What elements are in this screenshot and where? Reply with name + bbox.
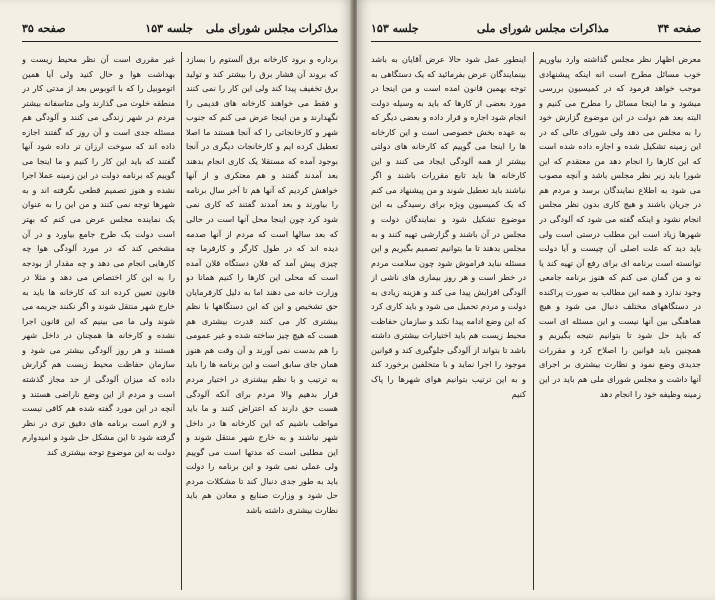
page-number: صفحه ۳۴ bbox=[657, 22, 701, 35]
session-label: جلسه ۱۵۳ bbox=[145, 22, 193, 35]
page-number: صفحه ۳۵ bbox=[22, 22, 66, 35]
page-header bbox=[22, 22, 338, 40]
session-label: جلسه ۱۵۳ bbox=[371, 22, 419, 35]
text-column-right: معرض اظهار نظر مجلس گذاشته وارد بیاوریم خوب مسائل مطرح است انه اینکه پیشنهادی موجب خواهد فرمود که در کمیسیون بررسی میشود و ما اینجا مسائل را مطرح می کنیم و البته بعد هم دولت در این موضوع گزارش خود را به مجلس می دهد ولی شورای عالی که در این زمینه تشکیل شده و اجازه داده شده است که این کارها را انجام دهد من معتقدم که این شورا باید زیر نظر مجلس باشد و آنچه مصوب می شود به اطلاع نمایندگان برسد و مردم هم در جریان باشند و هیچ کاری بدون نظر مجلس انجام نشود و اینکه گفته می شود که آلودگی در شهرها زیاد است این مطلب درستی است ولی باید دید که علت اصلی آن چیست و آیا دولت توانسته است برنامه ای برای رفع آن تهیه کند یا نه و من گمان می کنم که هنوز برنامه جامعی وجود ندارد و همه این مطالب به صورت پراکنده در دستگاههای مختلف دنبال می شود و هیچ هماهنگی بین آنها نیست و این مسئله ای است که باید حل شود تا بتوانیم نتیجه بگیریم و همچنین باید قوانین را اصلاح کرد و مقررات جدیدی وضع نمود و نظارت بیشتری بر اجرای آنها داشت و مجلس شورای ملی هم باید در این زمینه وظیفه خود را انجام دهد bbox=[539, 54, 701, 399]
column-divider bbox=[533, 52, 534, 590]
page-title: مذاکرات مجلس شورای ملی bbox=[476, 22, 609, 35]
column-divider bbox=[181, 52, 182, 590]
page-title: مذاکرات مجلس شورای ملی bbox=[205, 22, 338, 35]
left-page bbox=[0, 0, 352, 600]
text-column-right: برداره و برود کارخانه برق آلستوم را بسازد که بروند آن فشار برق را بیشتر کند و تولید برق تخفیف پیدا کند ولی این کار را نمی کنند و فقط می خواهند کارخانه های قدیمی را نگهدارند و من اینجا عرض می کنم که جنوب شهر و کارخانجاتی را که آنجا هستند ما اصلا تعطیل کرده ایم و کارخانجات دیگری در آنجا بوجود آمده که مستقلا یک کاری انجام بدهند بعد آمدند گفتند و هم معتکری و از آنها خواهش کردیم که آنها هم تا آخر سال برنامه را بیاورند و بعد آمدند گفتند که کاری نمی شود کرد چون اینجا محل آنها است در حالی که بعد سالها است که مردم از آنها صدمه دیده اند که در طول کارگر و کارفرما چه چیزی پیش آمد که فلان دستگاه قلان آمده است که محلی این کارها را کنیم همانا دو وزارت خانه می دهند اما به دلیل کارفرمایان حق تشخیص و این که این دستگاهها با نظم بیشتری کار می کنند قدرت بیشتری هم هست که هیچ چیز ساخته شده و غیر عمومی را هم بدست نمی آورند و آن وقت هم هنوز همان جای سابق است و این برنامه ها را باید به ترتیب و با نظم بیشتری در اختیار مردم قرار بدهیم والا مردم برای آنکه آلودگی هست حق دارند که اعتراض کنند و ما باید مواظب باشیم که این کارخانه ها در داخل شهر نباشند و به خارج شهر منتقل شوند و این مطلبی است که مدتها است می گوییم ولی عملی نمی شود و این برنامه را دولت باید به طور جدی دنبال کند تا مشکلات مردم حل شود و وزارت صنایع و معادن هم باید نظارت بیشتری داشته باشد bbox=[186, 54, 338, 515]
header-rule bbox=[371, 41, 701, 42]
page-header bbox=[371, 22, 701, 40]
text-column-left: اینطور عمل شود حالا عرض آقایان به باشد بینمایندگان عرض بفرمائید که یک دستگاهی به توجه بهمین قانون امده است و من اینجا در مورد بعضی از کارها که باید به وسیله دولت انجام شود اجاره و قرار داده و بعضی دیگر که به عهده بخش خصوصی است و این کارخانه ها را اینجا می گوییم که کارخانه های دولتی بیشتر از همه آلودگی ایجاد می کنند و این کارخانه ها باید تابع مقررات باشند و اگر نباشند باید تعطیل شوند و من پیشنهاد می کنم که یک کمیسیون ویژه برای رسیدگی به این موضوع تشکیل شود و نمایندگان دولت و مجلس در آن باشند و گزارشی تهیه کنند و به مجلس بدهند تا ما بتوانیم تصمیم بگیریم و این مسئله نباید فراموش شود چون سلامت مردم در خطر است و هر روز بیماری های ناشی از آلودگی افزایش پیدا می کند و هزینه زیادی به دولت و مردم تحمیل می شود و باید کاری کرد که این وضع ادامه پیدا نکند و سازمان حفاظت محیط زیست هم باید اختیارات بیشتری داشته باشد تا بتواند از آلودگی جلوگیری کند و قوانین موجود را اجرا نماید و با متخلفین برخورد کند و به این ترتیب بتوانیم هوای شهرها را پاک کنیم bbox=[371, 54, 526, 399]
text-column-left: غیر مقرری است آن نظر محیط زیست و بهداشت هوا و حال کنید ولی آیا همین اتوموبیل را که با اتوبوس بعد از مدتی کار در منطقه خلوت می گذارند ولی متاسفانه بیشتر مردم در شهر زندگی می کنند و آلودگی هم مسئله جدی است و آن روز که گفتند اجازه داده اند که سوخت ارزان تر داده شود آنها گفتند که باید این کار را کنیم و ما اینجا می گوییم که برنامه دولت در این زمینه عملا اجرا نشده و هنوز تصمیم قطعی نگرفته اند و به شهرها توجه نمی کنند و من این را به عنوان یک نماینده مجلس عرض می کنم که بهتر است دولت یک طرح جامع بیاورد و در آن مشخص کند که در مورد آلودگی هوا چه کارهایی انجام می دهد و چه مقدار از بودجه را به این کار اختصاص می دهد و مثلا در قانون تعیین کرده اند که کارخانه ها باید به خارج شهر منتقل شوند و اگر نکنند جریمه می شوند ولی ما می بینیم که این قانون اجرا نشده و کارخانه ها همچنان در داخل شهر هستند و هر روز آلودگی بیشتر می شود و سازمان حفاظت محیط زیست هم گزارش داده که میزان آلودگی از حد مجاز گذشته است و مردم از این وضع ناراضی هستند و آنچه در این مورد گفته شده هم کافی نیست و لازم است برنامه های دقیق تری در نظر گرفته شود تا این مشکل حل شود و امیدوارم دولت به این موضوع توجه بیشتری کند bbox=[22, 54, 175, 457]
header-rule bbox=[22, 41, 338, 42]
right-page bbox=[357, 0, 715, 600]
